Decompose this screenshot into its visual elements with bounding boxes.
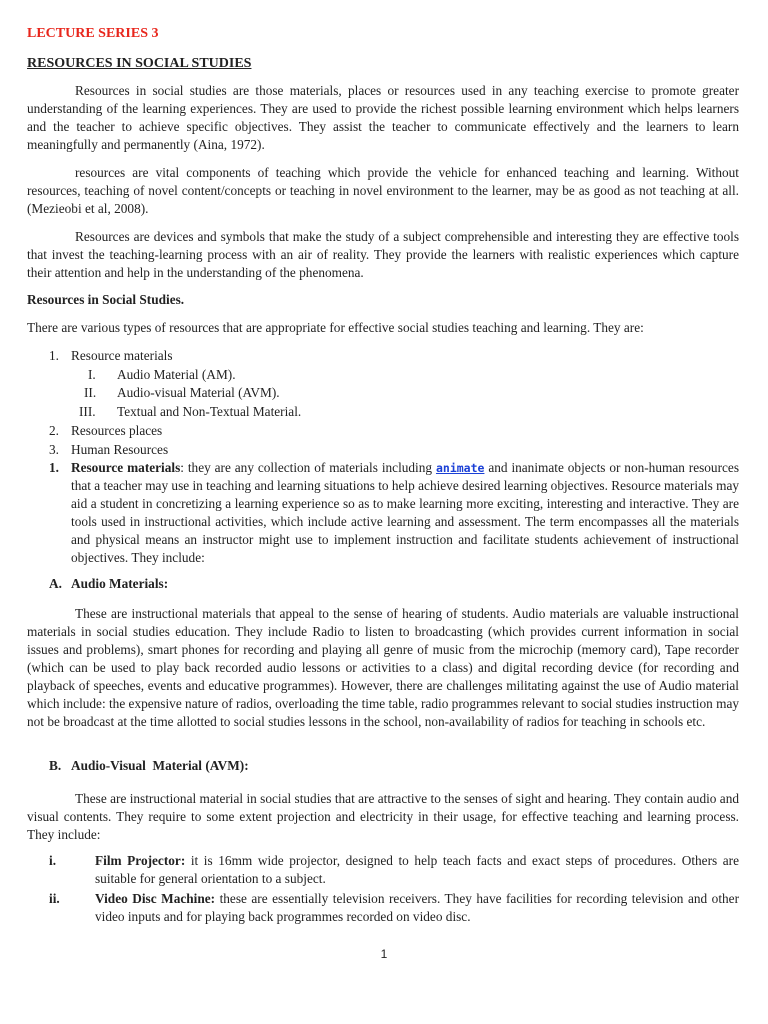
sublist-number: III.: [79, 404, 96, 419]
resource-materials-first-rest: and inanimate objects or non-human: [488, 460, 685, 475]
avm-item-video-disc: [95, 890, 739, 926]
section-a-title: Audio Materials:: [71, 576, 169, 591]
section-b-letter: B.: [49, 758, 62, 773]
paragraph-vital: resources are vital components of teaching which provide the vehicle for enhanced teaching and learning. Without resources, teaching of novel content/concepts or teaching in novel environment to the learner, may be as good as not teaching at all. (Mezieobi et al, 2008).: [27, 165, 739, 216]
sub-heading: Resources in Social Studies.: [27, 292, 185, 307]
intro-text: There are various types of resources that are appropriate for effective social studies teaching and learning. They are:: [27, 320, 644, 335]
resource-materials-definition: [71, 459, 739, 567]
list-number: 1.: [49, 348, 59, 363]
avm-item-term: Video Disc Machine:: [95, 891, 216, 906]
paragraph-intro: Resources in social studies are those materials, places or resources used in any teaching exercise to promote greater understanding of the learning experiences. They are used to provide the richest possible learning environment which helps learners and the teacher to achieve specific objectives. They assist the teacher to communicate effectively and the learners to learn meaningfully and permanently (Aina, 1972).: [27, 83, 739, 152]
list-item: Resource materials: [71, 348, 173, 363]
sublist-item: Audio Material (AM).: [117, 367, 236, 382]
list-item: Resources places: [71, 423, 163, 438]
resource-materials-lead: : they are any collection of materials including: [180, 460, 433, 475]
sublist-number: II.: [84, 385, 97, 400]
avm-item-text: these are essentially television receivers. They have facilities for recording television and other video inputs and for playing back programmes recorded on video disc.: [95, 891, 739, 924]
paragraph-devices: Resources are devices and symbols that make the study of a subject comprehensible and interesting they are effective tools that invest the teaching-learning process with an air of reality. They provide the learners with realistic experiences which capture their attention and help in the understanding of the phenomena.: [27, 229, 739, 280]
animate-link[interactable]: animate: [435, 461, 485, 475]
resource-materials-body: resources that a teacher may use in teaching and learning situations to help achieve desired learning objectives. Resource materials may aid a student in concretizing a learning experience so as to make learning more exciting, interesting and interactive. They are tools used in instructional activities, which include active learning and assessment. The term encompasses all the materials and physical means an instructor might use to implement instruction and facilitate students achievement of instructional objectives. They include:: [71, 460, 739, 565]
sublist-number: I.: [88, 367, 96, 382]
resource-materials-number: 1.: [49, 460, 59, 475]
section-b-title: Audio-Visual Material (AVM):: [71, 758, 249, 773]
main-heading: RESOURCES IN SOCIAL STUDIES: [27, 56, 252, 71]
list-number: 2.: [49, 423, 59, 438]
avm-item-term: Film Projector:: [95, 853, 186, 868]
sublist-item: Audio-visual Material (AVM).: [117, 385, 280, 400]
page-number: 1: [380, 947, 388, 961]
section-a-letter: A.: [49, 576, 62, 591]
list-item: Human Resources: [71, 442, 169, 457]
paragraph-avm: These are instructional material in social studies that are attractive to the senses of sight and hearing. They contain audio and visual contents. They require to some extent projection and electricity in their usage, for effective teaching and learning process. They include:: [27, 791, 739, 842]
avm-item-text: it is 16mm wide projector, designed to help teach facts and exact steps of procedures. Others are suitable for general orientation to a subject.: [95, 853, 739, 886]
avm-item-number: i.: [49, 853, 57, 868]
avm-item-film-projector: [95, 852, 739, 888]
sublist-item: Textual and Non-Textual Material.: [117, 404, 302, 419]
resource-materials-term: Resource materials: [71, 460, 181, 475]
list-number: 3.: [49, 442, 59, 457]
avm-item-number: ii.: [49, 891, 60, 906]
paragraph-audio: These are instructional materials that appeal to the sense of hearing of students. Audio materials are valuable instructional materials in social studies education. They include Radio to listen to broadcasting (which provides current information in social issues and problems), smart phones for recording and playing all genre of music from the microchip (memory card), Tape recorder (which can be used to play back recorded audio lessons or activities to a class) and digital recording device (for recording and playback of speeches, events and educative programmes). However, there are challenges militating against the use of Audio material which include: the expensive nature of radios, overloading the time table, radio programmes relevant to social studies instruction may not be broadcast at the time allotted to social studies lessons in the school, non-availability of radios for teaching in schools etc.: [27, 606, 739, 729]
lecture-title: LECTURE SERIES 3: [27, 26, 159, 41]
